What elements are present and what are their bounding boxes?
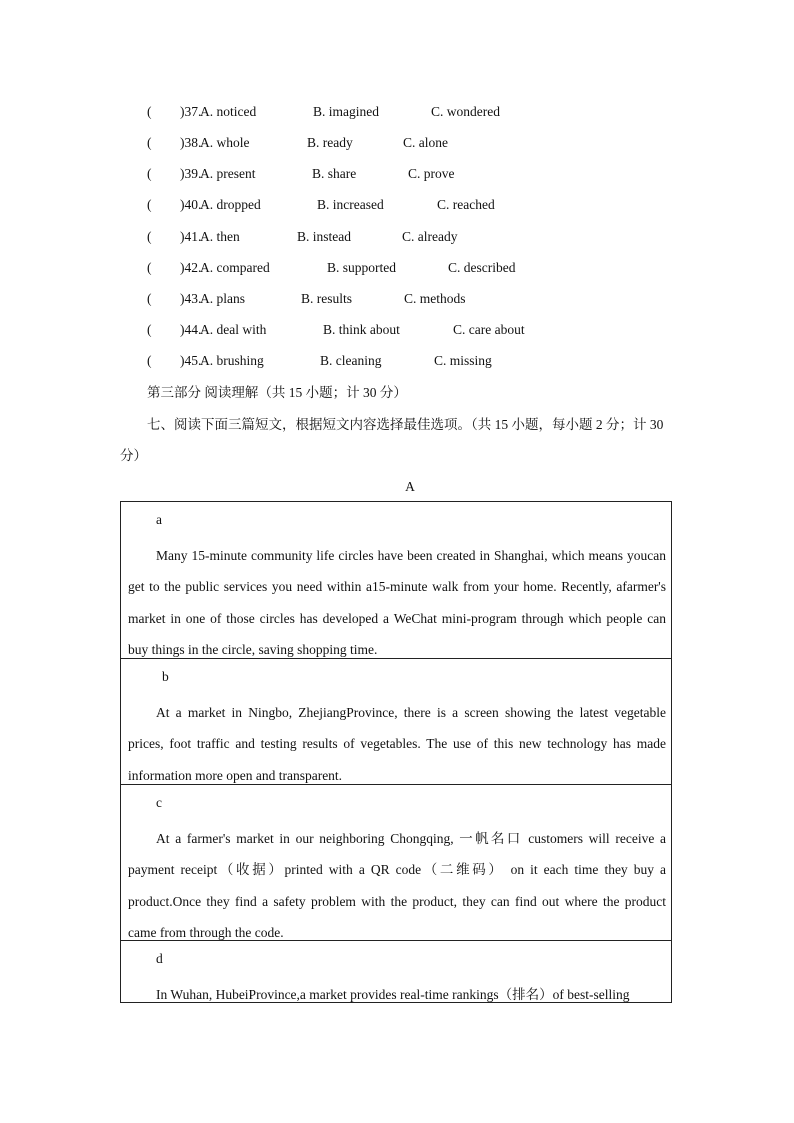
option-b: B. cleaning	[320, 353, 382, 369]
option-c: C. wondered	[431, 104, 500, 119]
answer-blank-paren: (	[147, 228, 152, 244]
option-c: C. already	[402, 228, 458, 244]
section-title: 第三部分 阅读理解（共 15 小题；计 30 分）	[147, 385, 407, 400]
question-number: )41.	[180, 228, 202, 244]
passage-table	[120, 501, 672, 1003]
question-number: )43.	[180, 290, 202, 306]
answer-blank-paren: (	[147, 104, 152, 119]
answer-blank-paren: (	[147, 259, 152, 275]
option-c: C. prove	[408, 166, 455, 182]
question-number: )42.	[180, 259, 202, 275]
option-c: C. missing	[434, 353, 492, 369]
answer-blank-paren: (	[147, 166, 152, 182]
cell-letter: a	[156, 512, 162, 527]
cell-letter: c	[156, 795, 162, 810]
table-cell-c	[121, 785, 671, 941]
cell-letter: b	[162, 669, 169, 684]
answer-blank-paren: (	[147, 197, 152, 213]
instruction-text: 七、阅读下面三篇短文，根据短文内容选择最佳选项。（共 15 小题，每小题 2 分；计 30 分）	[120, 417, 664, 463]
option-b: B. results	[301, 290, 353, 306]
option-c: C. alone	[403, 135, 448, 151]
option-c: C. care about	[453, 322, 525, 338]
cell-paragraph: At a market in Ningbo, ZhejiangProvince, there is a screen showing the latest vegetable prices, foot traffic and testing results of vegetables. The use of this new technology has made information more open and transparent.	[128, 705, 666, 783]
option-c: C. described	[448, 259, 516, 275]
option-a: A. plans	[200, 290, 245, 306]
option-a: A. dropped	[200, 197, 261, 213]
cell-paragraph: In Wuhan, HubeiProvince,a market provides real-time rankings（排名）of best-selling	[156, 987, 630, 1002]
option-b: B. supported	[327, 259, 396, 275]
option-a: A. compared	[200, 259, 270, 275]
question-number: )45.	[180, 353, 202, 369]
answer-blank-paren: (	[147, 353, 152, 369]
option-a: A. deal with	[200, 322, 267, 338]
question-number: )39.	[180, 166, 202, 182]
question-number: )38.	[180, 135, 202, 151]
option-b: B. increased	[317, 197, 384, 213]
option-b: B. ready	[307, 135, 353, 151]
cell-letter: d	[156, 951, 163, 966]
answer-blank-paren: (	[147, 322, 152, 338]
answer-blank-paren: (	[147, 135, 152, 151]
cell-paragraph: At a farmer's market in our neighboring Chongqing, 一帆名口 customers will receive a payment receipt（收据）printed with a QR code（二维码） on it each time they buy a product.Once they find a safety problem with the product, they can find out where the product came from through the code.	[128, 831, 666, 940]
option-a: A. noticed	[200, 104, 257, 119]
table-cell-d	[121, 941, 671, 1002]
question-number: )37.	[180, 104, 202, 119]
cell-paragraph: Many 15-minute community life circles have been created in Shanghai, which means youcan get to the public services you need within a15-minute walk from your home. Recently, afarmer's market in one of those circles has developed a WeChat mini-program through which people can buy things in the circle, saving shopping time.	[128, 548, 666, 657]
option-c: C. reached	[437, 197, 495, 213]
passage-label: A	[405, 479, 415, 494]
answer-blank-paren: (	[147, 290, 152, 306]
option-b: B. share	[312, 166, 357, 182]
table-cell-a	[121, 502, 671, 659]
question-number: )40.	[180, 197, 202, 213]
option-a: A. then	[200, 228, 240, 244]
table-cell-b	[121, 659, 671, 785]
option-b: B. imagined	[313, 104, 379, 119]
option-a: A. present	[200, 166, 256, 182]
option-a: A. brushing	[200, 353, 264, 369]
option-b: B. think about	[323, 322, 400, 338]
option-b: B. instead	[297, 228, 351, 244]
option-a: A. whole	[200, 135, 250, 151]
question-number: )44.	[180, 322, 202, 338]
option-c: C. methods	[404, 290, 466, 306]
